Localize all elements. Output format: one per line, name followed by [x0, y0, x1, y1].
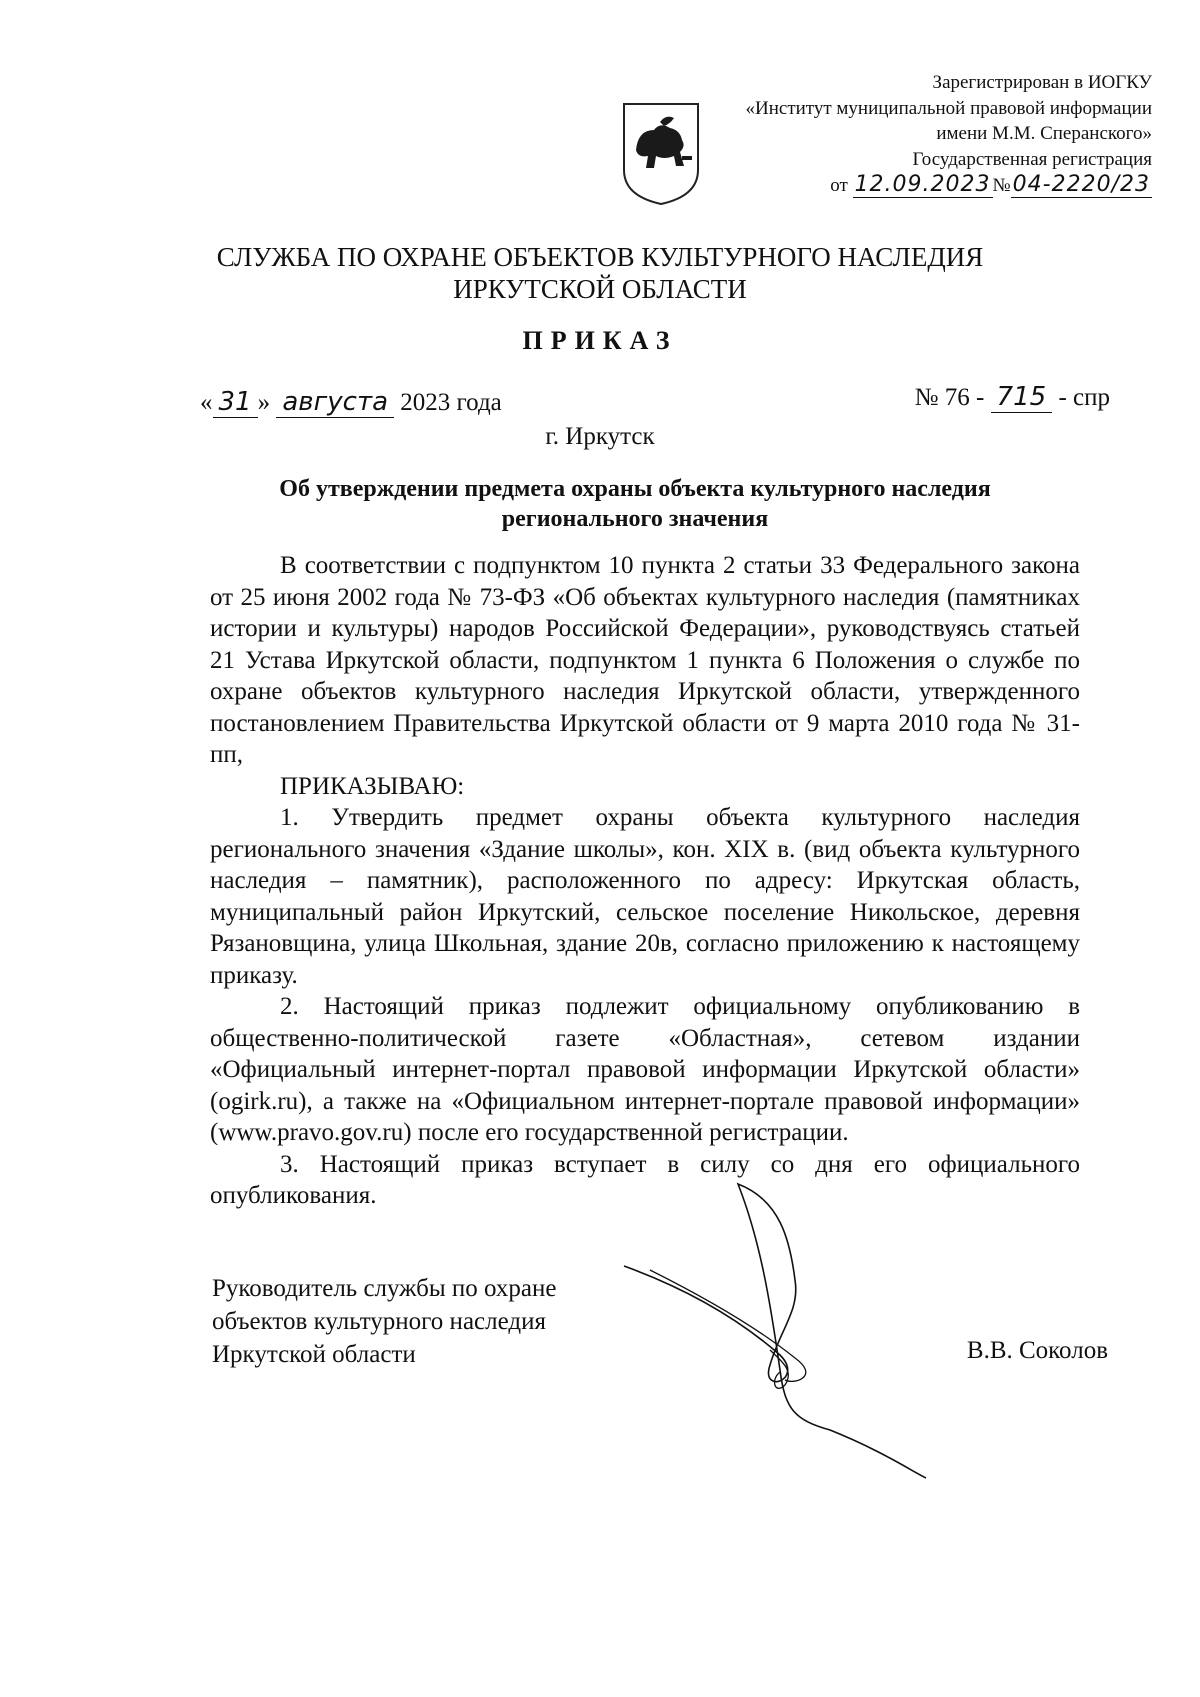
signer-title-line-1: Руководитель службы по охране	[212, 1275, 557, 1302]
document-type-title: ПРИКАЗ	[522, 326, 678, 355]
registration-line-1: Зарегистрирован в ИОГКУ	[932, 72, 1152, 93]
signer-title-line-3: Иркутской области	[212, 1341, 416, 1368]
order-year: 2023 года	[400, 389, 502, 416]
agency-name-line-1: СЛУЖБА ПО ОХРАНЕ ОБЪЕКТОВ КУЛЬТУРНОГО НАСЛЕДИЯ	[216, 242, 984, 272]
registration-line-2: «Институт муниципальной правовой информации	[745, 97, 1152, 119]
item-1-paragraph: 1. Утвердить предмет охраны объекта культурного наследия регионального значения «Здание школы», кон. XIX в. (вид объекта культурного наследия – памятник), расположенного по адресу: Иркутская область, муниципальный район Иркутский, сельское поселение Никольское, деревня Рязановщина, улица Школьная, здание 20в, согласно приложению к настоящему приказу.	[210, 804, 1080, 989]
date-open-quote: «	[200, 389, 213, 416]
signer-title	[212, 1272, 556, 1371]
order-number-prefix: № 76 -	[914, 384, 985, 411]
order-day: 31	[213, 387, 258, 418]
item-2-paragraph: 2. Настоящий приказ подлежит официальному опубликованию в общественно-политической газете «Областная», сетевом издании «Официальный интернет-портал правовой информации Иркутской области» (ogirk.ru), а также на «Официальном интернет-портале правовой информации» (www.pravo.gov.ru) после его государственной регистрации.	[210, 993, 1080, 1146]
order-word: ПРИКАЗЫВАЮ:	[280, 772, 465, 800]
registration-number: 04-2220/23	[1012, 172, 1150, 197]
signer-title-line-2: объектов культурного наследия	[212, 1308, 546, 1335]
handwritten-signature	[620, 1180, 930, 1480]
registration-date-line	[632, 172, 1152, 199]
order-number-suffix: - спр	[1058, 384, 1110, 411]
registration-date-prefix: от	[830, 175, 848, 196]
registration-line-4: Государственная регистрация	[912, 148, 1152, 170]
order-body	[210, 550, 1080, 1212]
subject-line-1: Об утверждении предмета охраны объекта культурного наследия	[279, 476, 991, 502]
registration-number-prefix: №	[992, 175, 1011, 196]
subject-line-2: регионального значения	[501, 506, 769, 532]
registration-stamp	[632, 70, 1152, 199]
signer-name: В.В. Соколов	[966, 1337, 1108, 1364]
preamble-paragraph: В соответствии с подпунктом 10 пункта 2 статьи 33 Федерального закона от 25 июня 2002 года № 73-ФЗ «Об объектах культурного наследия (памятниках истории и культуры) народов Российской Федерации», руководствуясь статьей 21 Устава Иркутской области, подпунктом 1 пункта 6 Положения о службе по охране объектов культурного наследия Иркутской области, утвержденного постановлением Правительства Иркутской области от 9 марта 2010 года № 31-пп,	[210, 552, 1080, 768]
order-date	[200, 387, 502, 417]
date-close-quote: »	[257, 389, 271, 416]
item-3-paragraph: 3. Настоящий приказ вступает в силу со дня его официального опубликования.	[210, 1150, 1080, 1209]
order-number-value: 715	[991, 382, 1053, 413]
registration-line-3: имени М.М. Сперанского»	[936, 123, 1152, 144]
order-number	[915, 382, 1110, 412]
order-subject	[200, 474, 1070, 534]
agency-name-line-2: ИРКУТСКОЙ ОБЛАСТИ	[453, 274, 747, 304]
issue-city: г. Иркутск	[545, 423, 655, 450]
order-month: августа	[276, 387, 394, 418]
registration-date: 12.09.2023	[854, 172, 991, 197]
